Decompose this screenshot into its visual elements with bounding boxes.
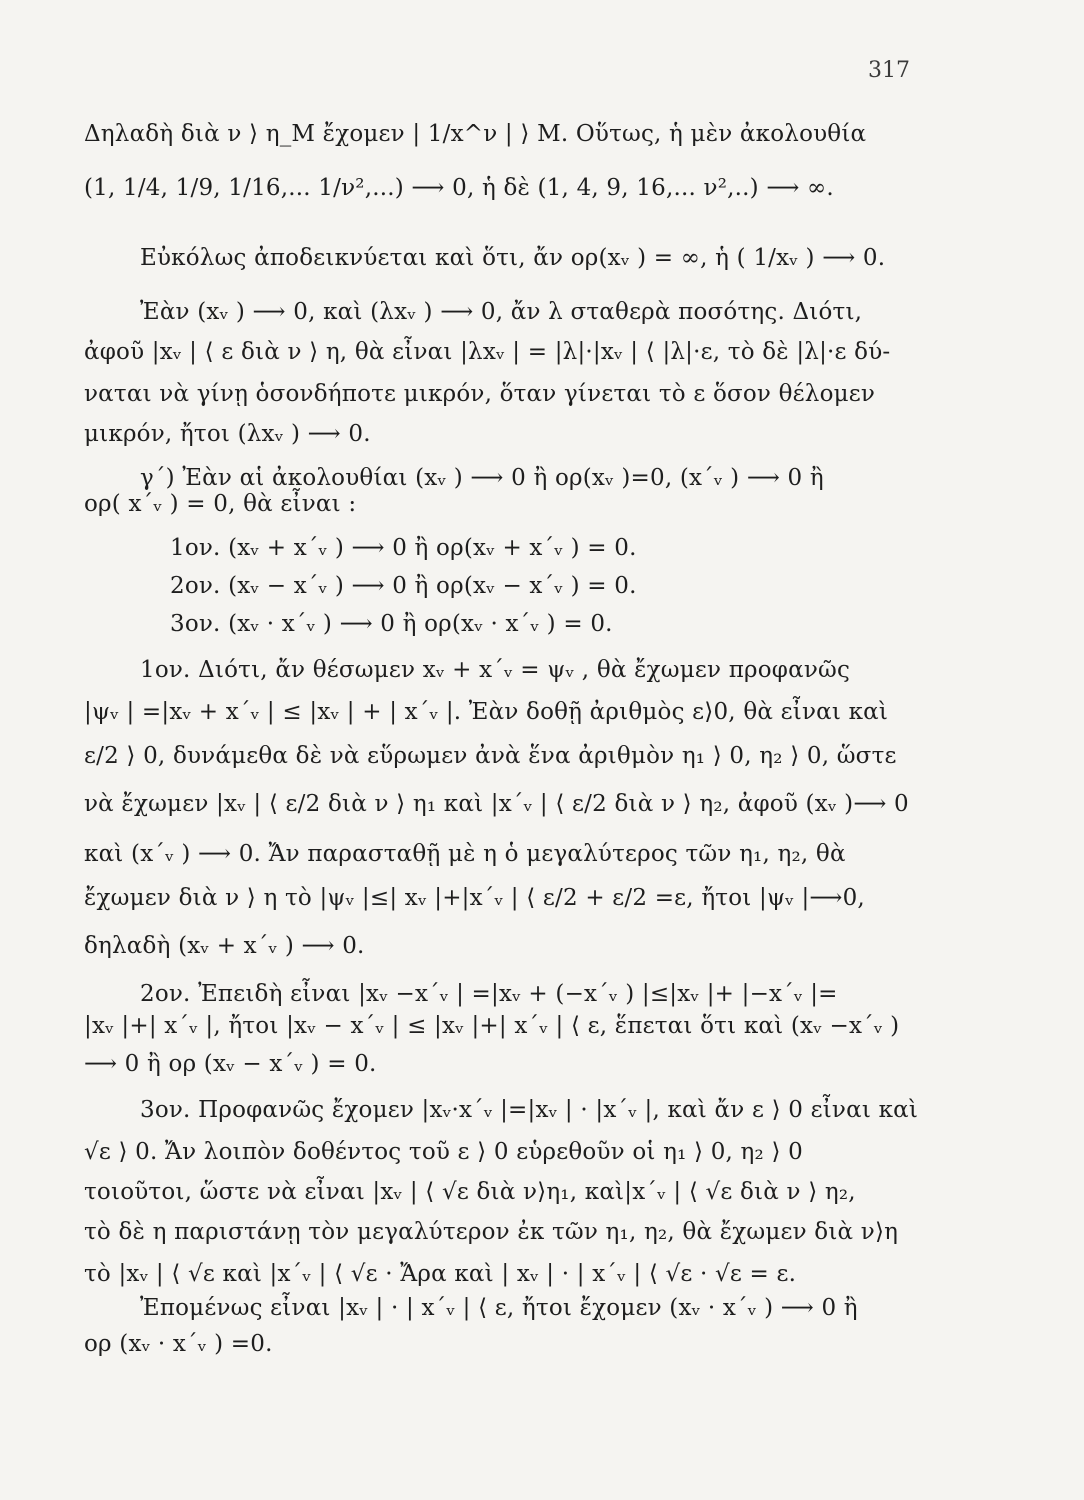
page-number: 317 (868, 58, 910, 83)
text-line: γ΄) Ἐὰν αἱ ἀκολουθίαι (xᵥ ) ⟶ 0 ἢ ορ(xᵥ )=0, (x΄ᵥ ) ⟶ 0 ἢ (140, 465, 824, 491)
text-line: ορ (xᵥ · x΄ᵥ ) =0. (84, 1331, 273, 1357)
text-line: ορ( x΄ᵥ ) = 0, θὰ εἶναι : (84, 491, 357, 517)
text-line: Ἐπομένως εἶναι |xᵥ | · | x΄ᵥ | ⟨ ε, ἤτοι ἔχομεν (xᵥ · x΄ᵥ ) ⟶ 0 ἢ (140, 1295, 858, 1321)
text-line: 3ον. (xᵥ · x΄ᵥ ) ⟶ 0 ἢ ορ(xᵥ · x΄ᵥ ) = 0. (170, 611, 613, 637)
text-line: Εὐκόλως ἀποδεικνύεται καὶ ὅτι, ἄν ορ(xᵥ ) = ∞, ἡ ( 1/xᵥ ) ⟶ 0. (140, 245, 886, 271)
text-line: √ε ⟩ 0. Ἄν λοιπὸν δοθέντος τοῦ ε ⟩ 0 εὑρεθοῦν οἱ η₁ ⟩ 0, η₂ ⟩ 0 (84, 1139, 803, 1165)
text-line: ἀφοῦ |xᵥ | ⟨ ε διὰ ν ⟩ η, θὰ εἶναι |λxᵥ | = |λ|·|xᵥ | ⟨ |λ|·ε, τὸ δὲ |λ|·ε δύ- (84, 339, 891, 365)
text-line: Ἐὰν (xᵥ ) ⟶ 0, καὶ (λxᵥ ) ⟶ 0, ἄν λ σταθερὰ ποσότης. Διότι, (140, 299, 863, 325)
text-line: ε/2 ⟩ 0, δυνάμεθα δὲ νὰ εὕρωμεν ἀνὰ ἕνα ἀριθμὸν η₁ ⟩ 0, η₂ ⟩ 0, ὥστε (84, 743, 897, 769)
text-line: ⟶ 0 ἢ ορ (xᵥ − x΄ᵥ ) = 0. (84, 1051, 377, 1077)
text-line: τὸ |xᵥ | ⟨ √ε καὶ |x΄ᵥ | ⟨ √ε · Ἄρα καὶ | xᵥ | · | x΄ᵥ | ⟨ √ε · √ε = ε. (84, 1261, 797, 1287)
text-line: |ψᵥ | =|xᵥ + x΄ᵥ | ≤ |xᵥ | + | x΄ᵥ |. Ἐὰν δοθῇ ἀριθμὸς ε⟩0, θὰ εἶναι καὶ (84, 699, 889, 725)
text-line: 2ον. Ἐπειδὴ εἶναι |xᵥ −x΄ᵥ | =|xᵥ + (−x΄ᵥ ) |≤|xᵥ |+ |−x΄ᵥ |= (140, 981, 838, 1007)
text-line: τοιοῦτοι, ὥστε νὰ εἶναι |xᵥ | ⟨ √ε διὰ ν⟩η₁, καὶ|x΄ᵥ | ⟨ √ε διὰ ν ⟩ η₂, (84, 1179, 856, 1205)
text-line: 1ον. Διότι, ἄν θέσωμεν xᵥ + x΄ᵥ = ψᵥ , θὰ ἔχωμεν προφανῶς (140, 657, 851, 683)
text-line: 1ον. (xᵥ + x΄ᵥ ) ⟶ 0 ἢ ορ(xᵥ + x΄ᵥ ) = 0. (170, 535, 637, 561)
text-line: 3ον. Προφανῶς ἔχομεν |xᵥ·x΄ᵥ |=|xᵥ | · |x΄ᵥ |, καὶ ἄν ε ⟩ 0 εἶναι καὶ (140, 1097, 919, 1123)
text-line: ναται νὰ γίνῃ ὁσονδήποτε μικρόν, ὅταν γίνεται τὸ ε ὅσον θέλομεν (84, 381, 876, 407)
text-line: 2ον. (xᵥ − x΄ᵥ ) ⟶ 0 ἢ ορ(xᵥ − x΄ᵥ ) = 0. (170, 573, 637, 599)
text-line: δηλαδὴ (xᵥ + x΄ᵥ ) ⟶ 0. (84, 933, 365, 959)
text-line: |xᵥ |+| x΄ᵥ |, ἤτοι |xᵥ − x΄ᵥ | ≤ |xᵥ |+| x΄ᵥ | ⟨ ε, ἕπεται ὅτι καὶ (xᵥ −x΄ᵥ ) (84, 1013, 900, 1039)
text-line: (1, 1/4, 1/9, 1/16,... 1/ν²,...) ⟶ 0, ἡ δὲ (1, 4, 9, 16,... ν²,..) ⟶ ∞. (84, 175, 834, 201)
text-line: νὰ ἔχωμεν |xᵥ | ⟨ ε/2 διὰ ν ⟩ η₁ καὶ |x΄ᵥ | ⟨ ε/2 διὰ ν ⟩ η₂, ἀφοῦ (xᵥ )⟶ 0 (84, 791, 909, 817)
text-line: μικρόν, ἤτοι (λxᵥ ) ⟶ 0. (84, 421, 371, 447)
text-line: Δηλαδὴ διὰ ν ⟩ η_M ἔχομεν | 1/x^ν | ⟩ M. Οὕτως, ἡ μὲν ἀκολουθία (84, 121, 867, 147)
text-line: καὶ (x΄ᵥ ) ⟶ 0. Ἄν παρασταθῇ μὲ η ὁ μεγαλύτερος τῶν η₁, η₂, θὰ (84, 841, 846, 867)
text-line: τὸ δὲ η παριστάνῃ τὸν μεγαλύτερον ἐκ τῶν η₁, η₂, θὰ ἔχωμεν διὰ ν⟩η (84, 1219, 899, 1245)
text-line: ἔχωμεν διὰ ν ⟩ η τὸ |ψᵥ |≤| xᵥ |+|x΄ᵥ | ⟨ ε/2 + ε/2 =ε, ἤτοι |ψᵥ |⟶0, (84, 885, 865, 911)
